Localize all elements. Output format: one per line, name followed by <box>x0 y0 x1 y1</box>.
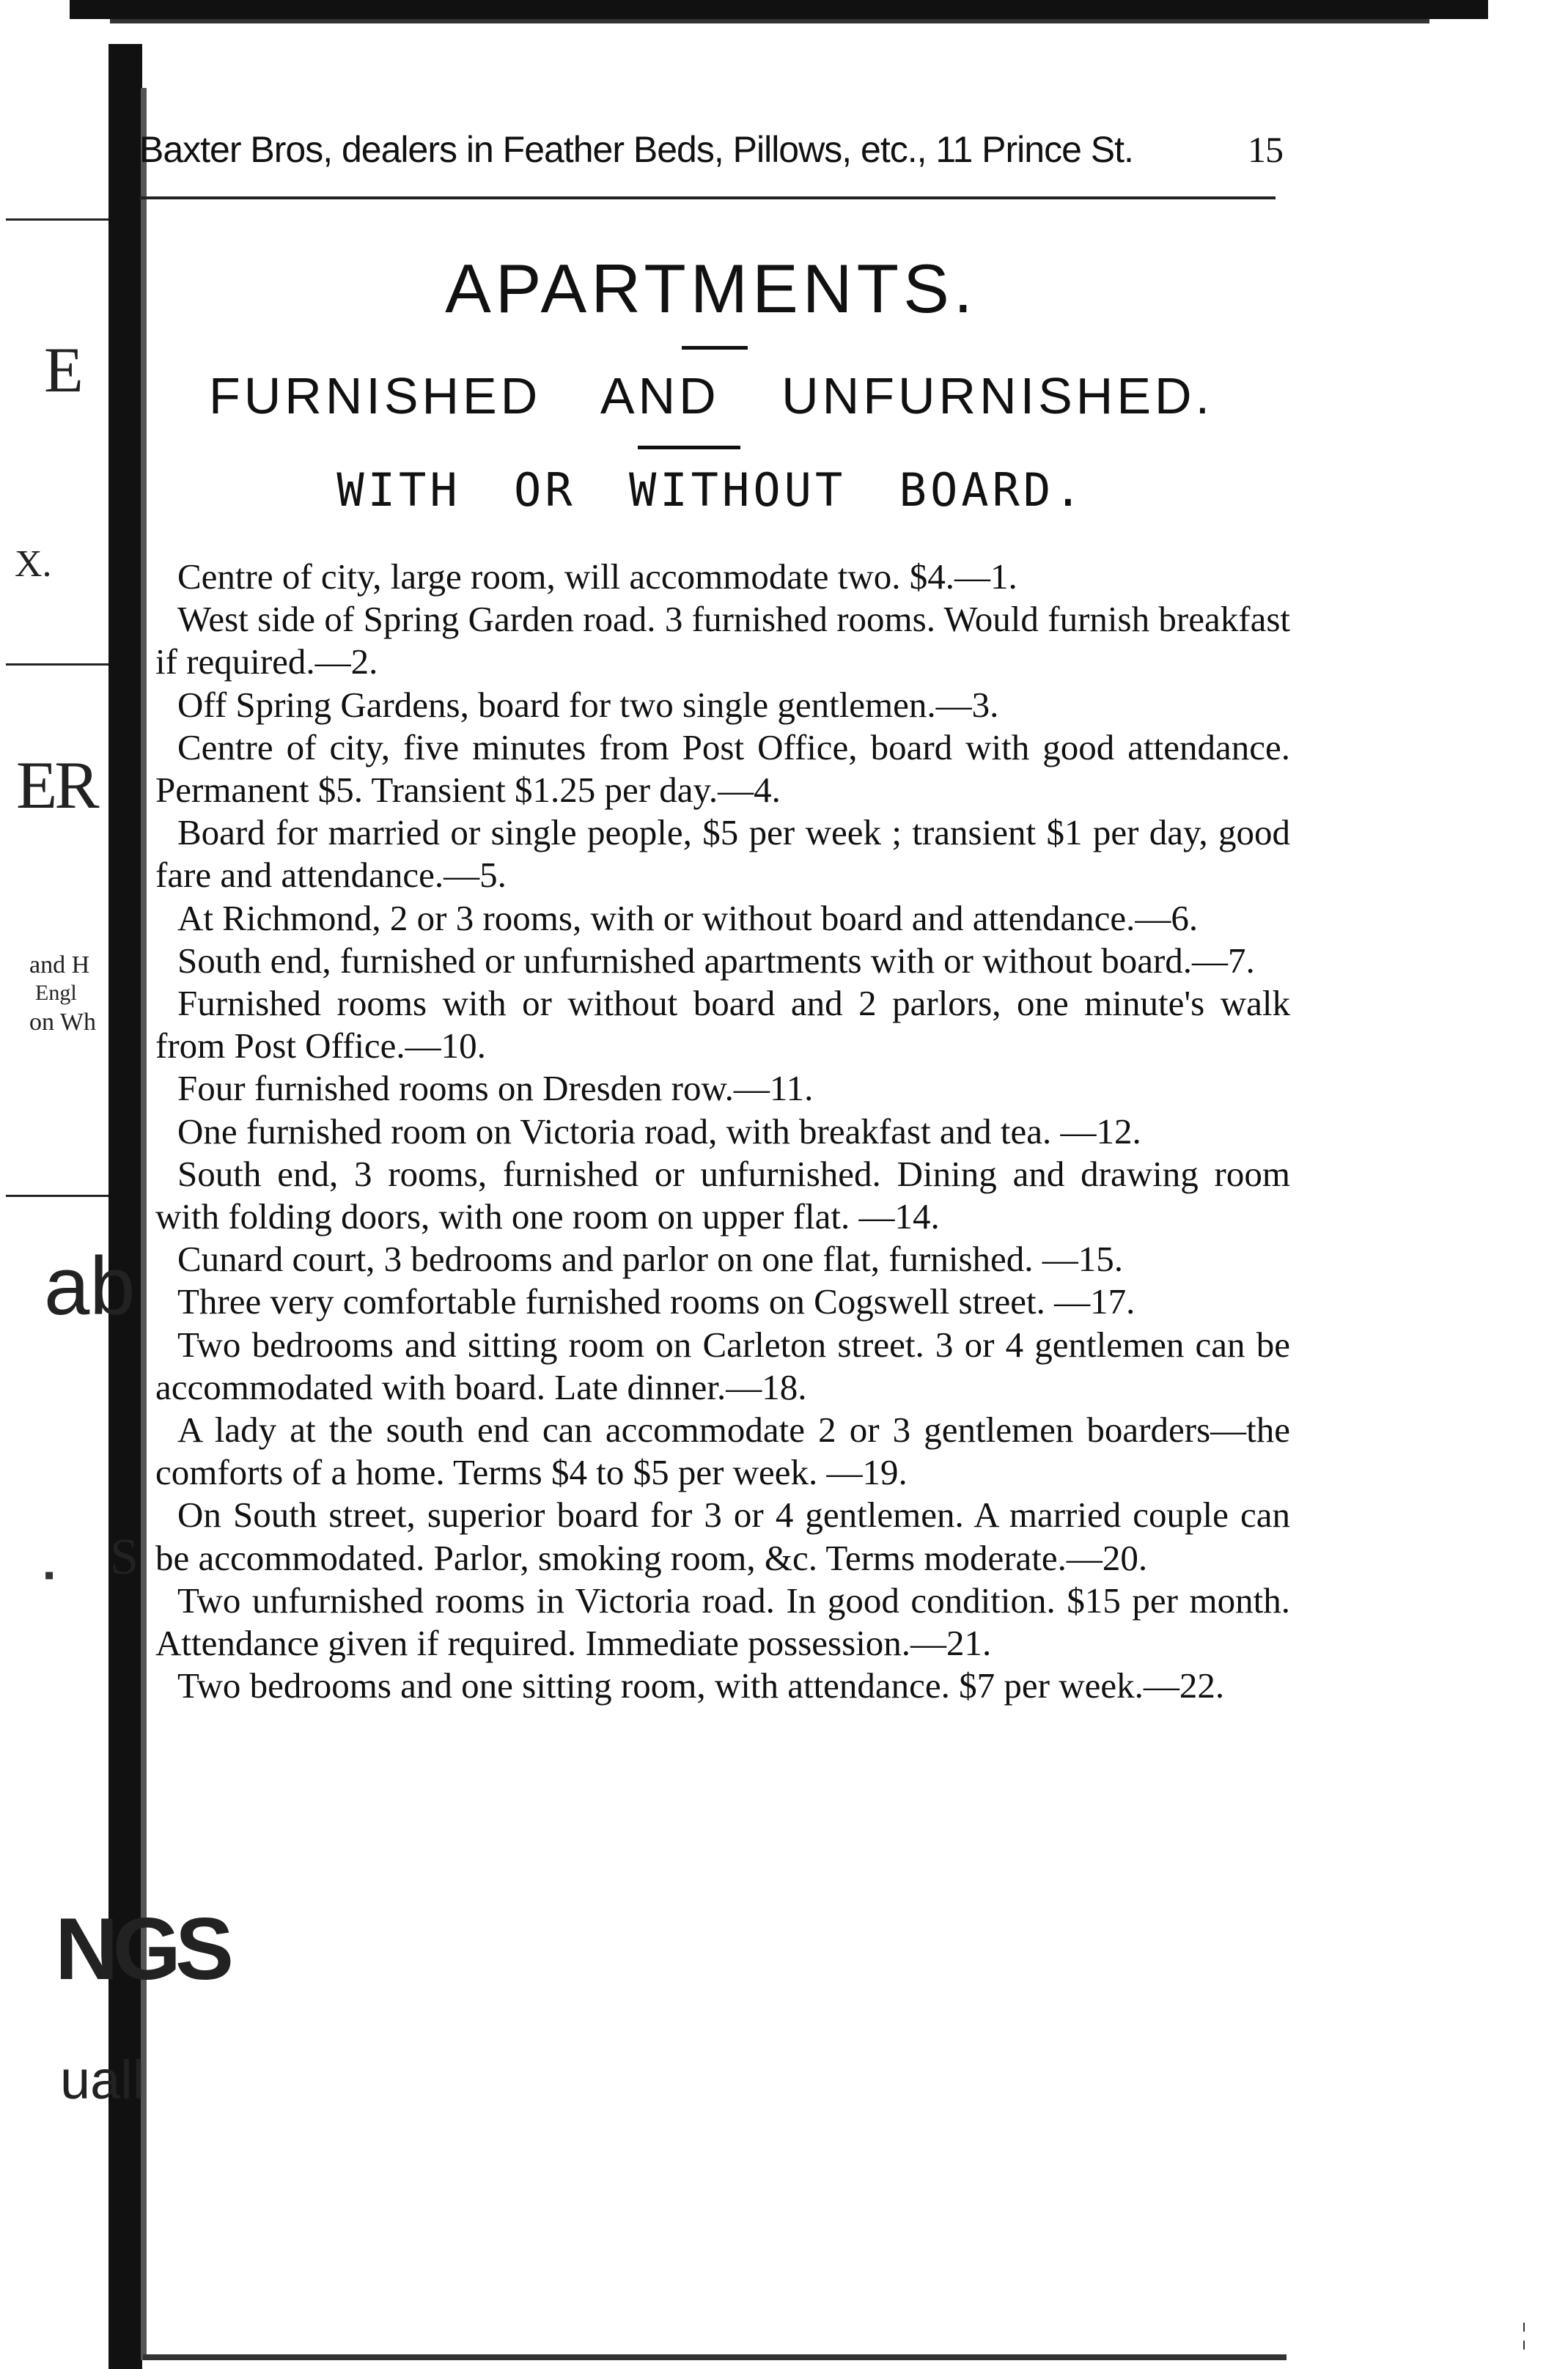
adjacent-page-rule <box>6 218 108 221</box>
running-head <box>139 128 1283 171</box>
adjacent-fragment: NGS <box>55 1900 229 1998</box>
listing-item: At Richmond, 2 or 3 rooms, with or without board and attendance.—6. <box>177 897 1199 938</box>
listing-item: South end, furnished or unfurnished apartments with or without board.—7. <box>177 940 1255 981</box>
adjacent-page-rule <box>6 663 108 666</box>
listing-item: Centre of city, large room, will accommodate two. $4.—1. <box>177 556 1017 597</box>
listing-item: One furnished room on Victoria road, with breakfast and tea. —12. <box>177 1110 1141 1152</box>
listing-item: Two bedrooms and sitting room on Carleton street. 3 or 4 gentlemen can be accommodated with board. Late dinner.—18. <box>155 1324 1290 1407</box>
scan-speck: ▪ <box>44 1558 55 1591</box>
binding-spine-edge <box>141 88 147 2360</box>
adjacent-fragment: S <box>110 1529 139 1585</box>
apartment-listings <box>155 556 1290 1707</box>
subtitle-dash <box>638 446 740 449</box>
adjacent-fragment: on Wh <box>29 1009 96 1036</box>
scan-speck: ¦ <box>1521 2317 1528 2350</box>
bottom-edge-rule <box>143 2354 1287 2360</box>
adjacent-fragment: X. <box>15 543 52 585</box>
adjacent-fragment: ab <box>44 1240 136 1332</box>
header-rule <box>139 196 1276 199</box>
page-number: 15 <box>1248 129 1283 170</box>
listing-item: Cunard court, 3 bedrooms and parlor on one flat, furnished. —15. <box>177 1239 1124 1280</box>
adjacent-fragment: uall <box>60 2049 145 2110</box>
section-subtitle-board: WITH OR WITHOUT BOARD. <box>336 463 1086 517</box>
adjacent-fragment: Engl <box>35 981 77 1005</box>
adjacent-fragment: E <box>44 335 84 406</box>
listing-item: Two unfurnished rooms in Victoria road. In good condition. $15 per month. Attendance given if required. Immediate possession.—21. <box>155 1580 1290 1664</box>
listing-item: A lady at the south end can accommodate 2 or 3 gentlemen boarders—the comforts of a home. Terms $4 to $5 per week. —19. <box>155 1410 1290 1493</box>
top-edge-rule <box>110 19 1429 23</box>
listing-item: Board for married or single people, $5 per week ; transient $1 per day, good fare and attendance.—5. <box>155 812 1290 896</box>
listing-item: South end, 3 rooms, furnished or unfurnished. Dining and drawing room with folding doors, with one room on upper flat. —14. <box>155 1153 1290 1237</box>
adjacent-page-rule <box>6 1195 108 1197</box>
running-head-text: Baxter Bros, dealers in Feather Beds, Pillows, etc., 11 Prince St. <box>139 129 1133 170</box>
listing-item: Three very comfortable furnished rooms on Cogswell street. —17. <box>177 1281 1135 1322</box>
listing-item: Four furnished rooms on Dresden row.—11. <box>177 1068 814 1109</box>
binding-spine <box>108 44 142 2369</box>
listing-item: Centre of city, five minutes from Post Office, board with good attendance. Permanent $5. Transient $1.25 per day.—4. <box>155 726 1290 811</box>
listing-item: Off Spring Gardens, board for two single gentlemen.—3. <box>177 684 999 725</box>
top-edge-bar <box>70 0 1488 19</box>
adjacent-fragment: and H <box>29 951 90 979</box>
listing-item: On South street, superior board for 3 or 4 gentlemen. A married couple can be accommodated. Parlor, smoking room, &c. Terms moderate.—20. <box>155 1495 1290 1578</box>
title-dash <box>682 346 748 350</box>
adjacent-fragment: ER <box>16 748 97 822</box>
listing-item: Furnished rooms with or without board and 2 parlors, one minute's walk from Post Office.—10. <box>155 983 1290 1066</box>
section-subtitle: FURNISHED AND UNFURNISHED. <box>208 367 1214 424</box>
listing-item: Two bedrooms and one sitting room, with attendance. $7 per week.—22. <box>177 1665 1225 1706</box>
listing-item: West side of Spring Garden road. 3 furnished rooms. Would furnish breakfast if required.—2. <box>155 599 1290 682</box>
page-title: APARTMENTS. <box>445 250 977 327</box>
